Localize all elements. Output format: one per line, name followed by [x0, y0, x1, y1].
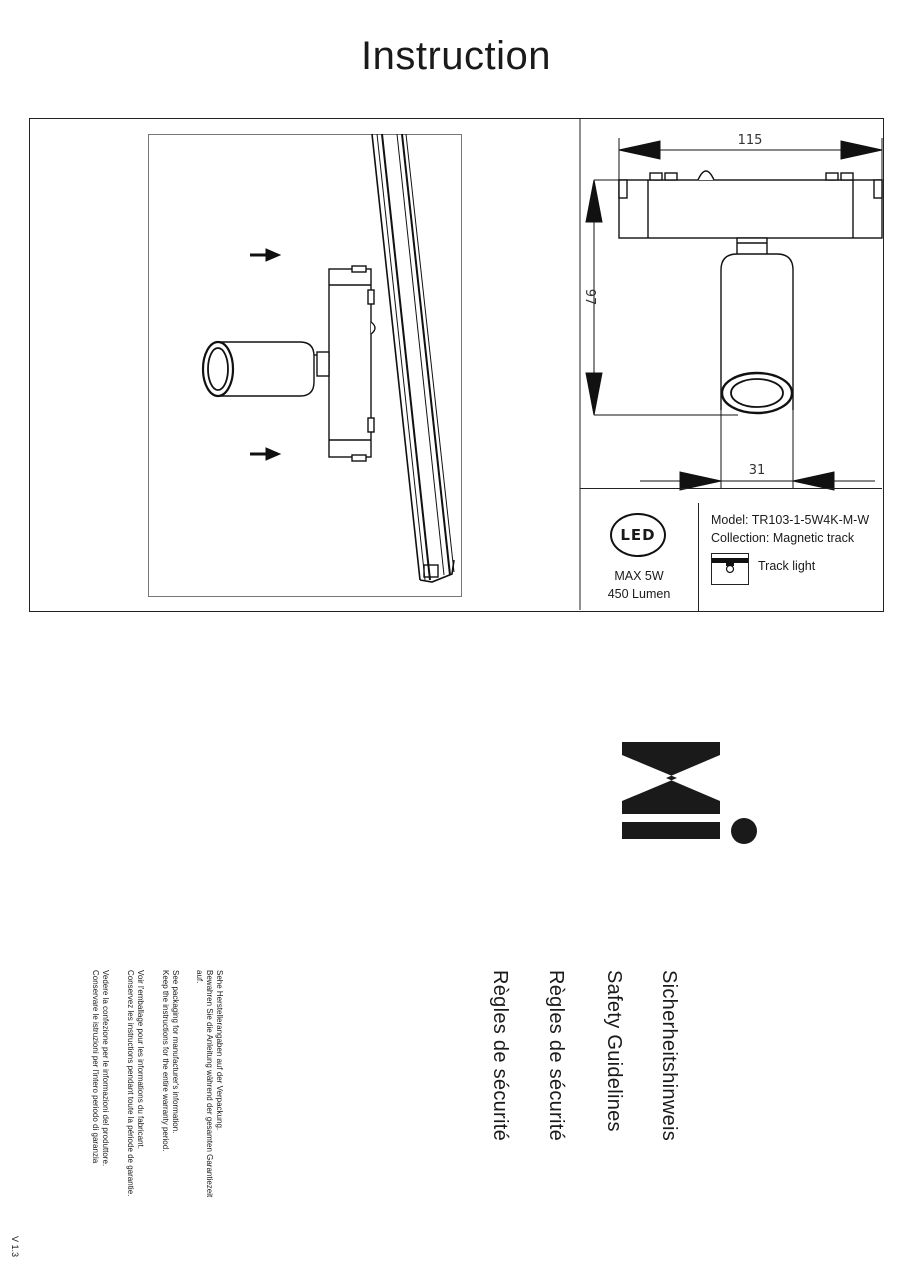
- page-title: Instruction: [360, 34, 552, 78]
- note-de-3: auf.: [195, 970, 204, 984]
- note-en-1: See packaging for manufacturer's information.: [171, 970, 180, 1134]
- spot-lamp-side: [203, 342, 329, 396]
- led-badge: LED: [610, 513, 666, 557]
- width-label: 115: [737, 133, 763, 148]
- note-fr-2: Conservez les instructions pendant toute la période de garantie.: [126, 970, 135, 1197]
- spot-lamp-front: [721, 238, 793, 413]
- collection-name: Collection: Magnetic track: [711, 531, 855, 545]
- note-it-1: Vedere la confezione per le informazioni del produttore.: [101, 970, 110, 1167]
- lumen-output: 450 Lumen: [607, 587, 671, 601]
- diameter-label: 31: [748, 463, 766, 478]
- safety-heading-fr-2: Règles de sécurité: [489, 970, 511, 1142]
- product-info-box: [580, 488, 882, 611]
- product-type: Track light: [758, 559, 816, 573]
- safety-heading-fr: Règles de sécurité: [545, 970, 567, 1142]
- adapter-front: [619, 171, 882, 238]
- track-rail: [372, 134, 454, 582]
- brand-logo-icon: [622, 742, 762, 846]
- height-label: 97: [582, 288, 597, 306]
- track-adapter: [329, 266, 375, 461]
- note-it-2: Conservare le istruzioni per l'intero periodo di garanzia: [91, 970, 100, 1164]
- max-power: MAX 5W: [614, 569, 664, 583]
- note-de-2: Bewahren Sie die Anleitung während der gesamten Garantiezeit: [205, 970, 214, 1198]
- note-de-1: Sehe Herstellerangaben auf der Verpackung.: [215, 970, 224, 1131]
- note-en-2: Keep the instructions for the entire warranty period.: [161, 970, 170, 1152]
- safety-heading-de: Sicherheitshinweis: [658, 970, 680, 1142]
- power-info: [580, 503, 699, 611]
- safety-heading-en: Safety Guidelines: [603, 970, 625, 1132]
- model-number: Model: TR103-1-5W4K-M-W: [711, 513, 870, 527]
- note-fr-1: Voir l'emballage pour les informations du fabricant.: [136, 970, 145, 1149]
- version-label: V 1.3: [10, 1236, 20, 1258]
- track-light-icon: [711, 553, 749, 585]
